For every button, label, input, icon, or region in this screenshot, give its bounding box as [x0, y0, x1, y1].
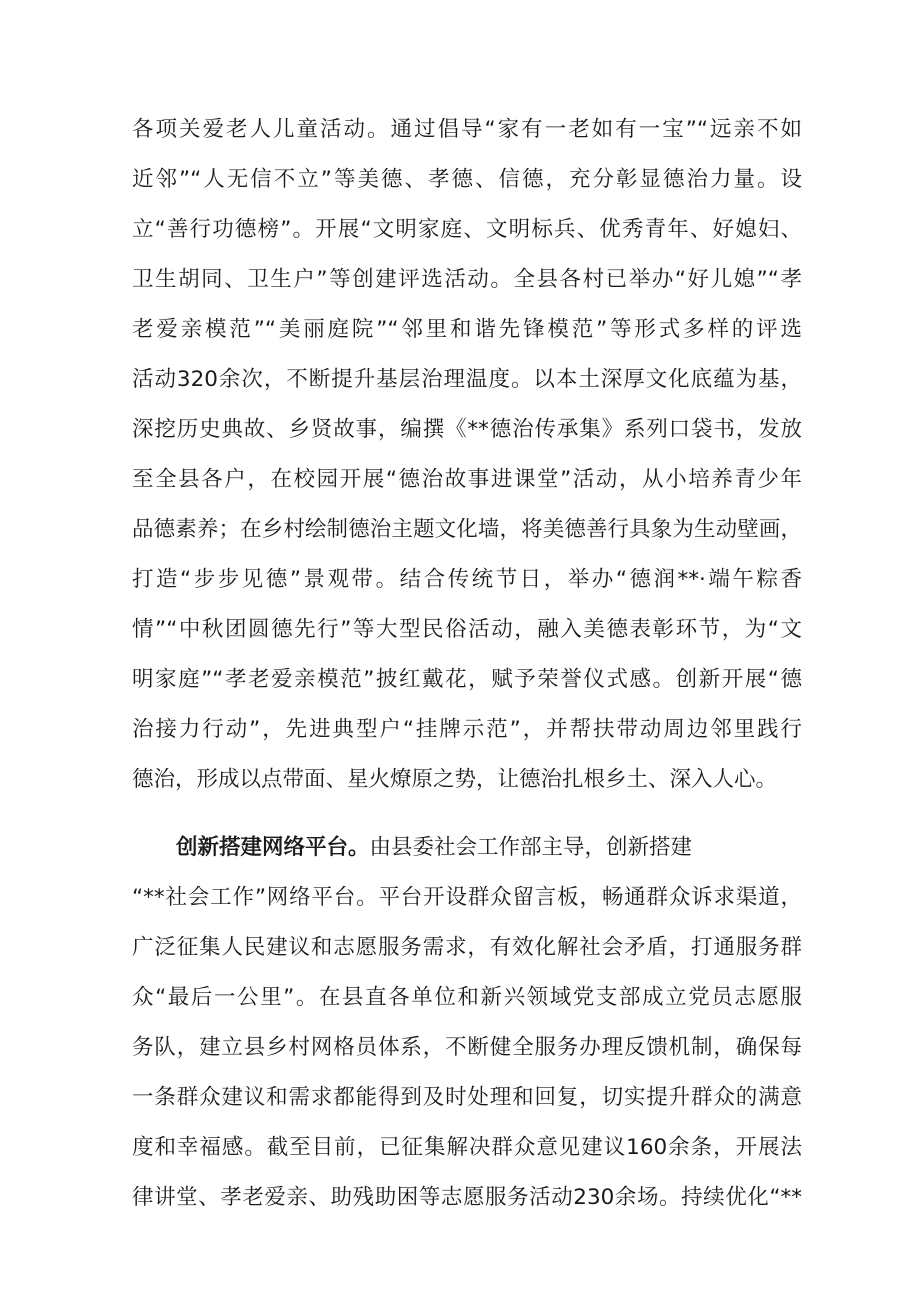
text-line: 律讲堂、孝老爱亲、助残助困等志愿服务活动230余场。持续优化“** [132, 1185, 802, 1210]
text-line: 众“最后一公里”。在县直各单位和新兴领域党支部成立党员志愿服 [132, 985, 802, 1010]
text-span: 由县委社会工作部主导，创新搭建 [369, 835, 693, 860]
text-line: 各项关爱老人儿童活动。通过倡导“家有一老如有一宝”“远亲不如 [132, 117, 802, 142]
text-line: 近邻”“人无信不立”等美德、孝德、信德，充分彰显德治力量。设 [132, 167, 802, 192]
text-line: 度和幸福感。截至目前，已征集解决群众意见建议160余条，开展法 [132, 1135, 802, 1160]
section-heading: 创新搭建网络平台。 [176, 835, 370, 860]
text-line: 务队，建立县乡村网格员体系，不断健全服务办理反馈机制，确保每 [132, 1035, 802, 1060]
text-line: 老爱亲模范”“美丽庭院”“邻里和谐先锋模范”等形式多样的评选 [132, 317, 802, 342]
text-line: 活动320余次，不断提升基层治理温度。以本土深厚文化底蕴为基， [132, 367, 802, 392]
text-line: 立“善行功德榜”。开展“文明家庭、文明标兵、优秀青年、好媳妇、 [132, 217, 802, 242]
text-line: 一条群众建议和需求都能得到及时处理和回复，切实提升群众的满意 [132, 1085, 802, 1110]
text-line: 打造“步步见德”景观带。结合传统节日，举办“德润**·端午粽香 [132, 567, 802, 592]
paragraph-heading-line [176, 830, 802, 866]
text-line: “**社会工作”网络平台。平台开设群众留言板，畅通群众诉求渠道， [132, 885, 802, 910]
text-line: 广泛征集人民建议和志愿服务需求，有效化解社会矛盾，打通服务群 [132, 935, 802, 960]
text-line: 明家庭”“孝老爱亲模范”披红戴花，赋予荣誉仪式感。创新开展“德 [132, 667, 802, 692]
text-line: 品德素养；在乡村绘制德治主题文化墙，将美德善行具象为生动壁画， [132, 517, 802, 542]
text-line: 卫生胡同、卫生户”等创建评选活动。全县各村已举办“好儿媳”“孝 [132, 267, 802, 292]
text-line: 至全县各户，在校园开展“德治故事进课堂”活动，从小培养青少年 [132, 467, 802, 492]
text-line: 德治，形成以点带面、星火燎原之势，让德治扎根乡土、深入人心。 [132, 767, 778, 792]
text-line: 情”“中秋团圆德先行”等大型民俗活动，融入美德表彰环节，为“文 [132, 617, 802, 642]
text-line: 治接力行动”，先进典型户“挂牌示范”，并帮扶带动周边邻里践行 [132, 717, 802, 742]
text-line: 深挖历史典故、乡贤故事，编撰《**德治传承集》系列口袋书，发放 [132, 417, 802, 442]
